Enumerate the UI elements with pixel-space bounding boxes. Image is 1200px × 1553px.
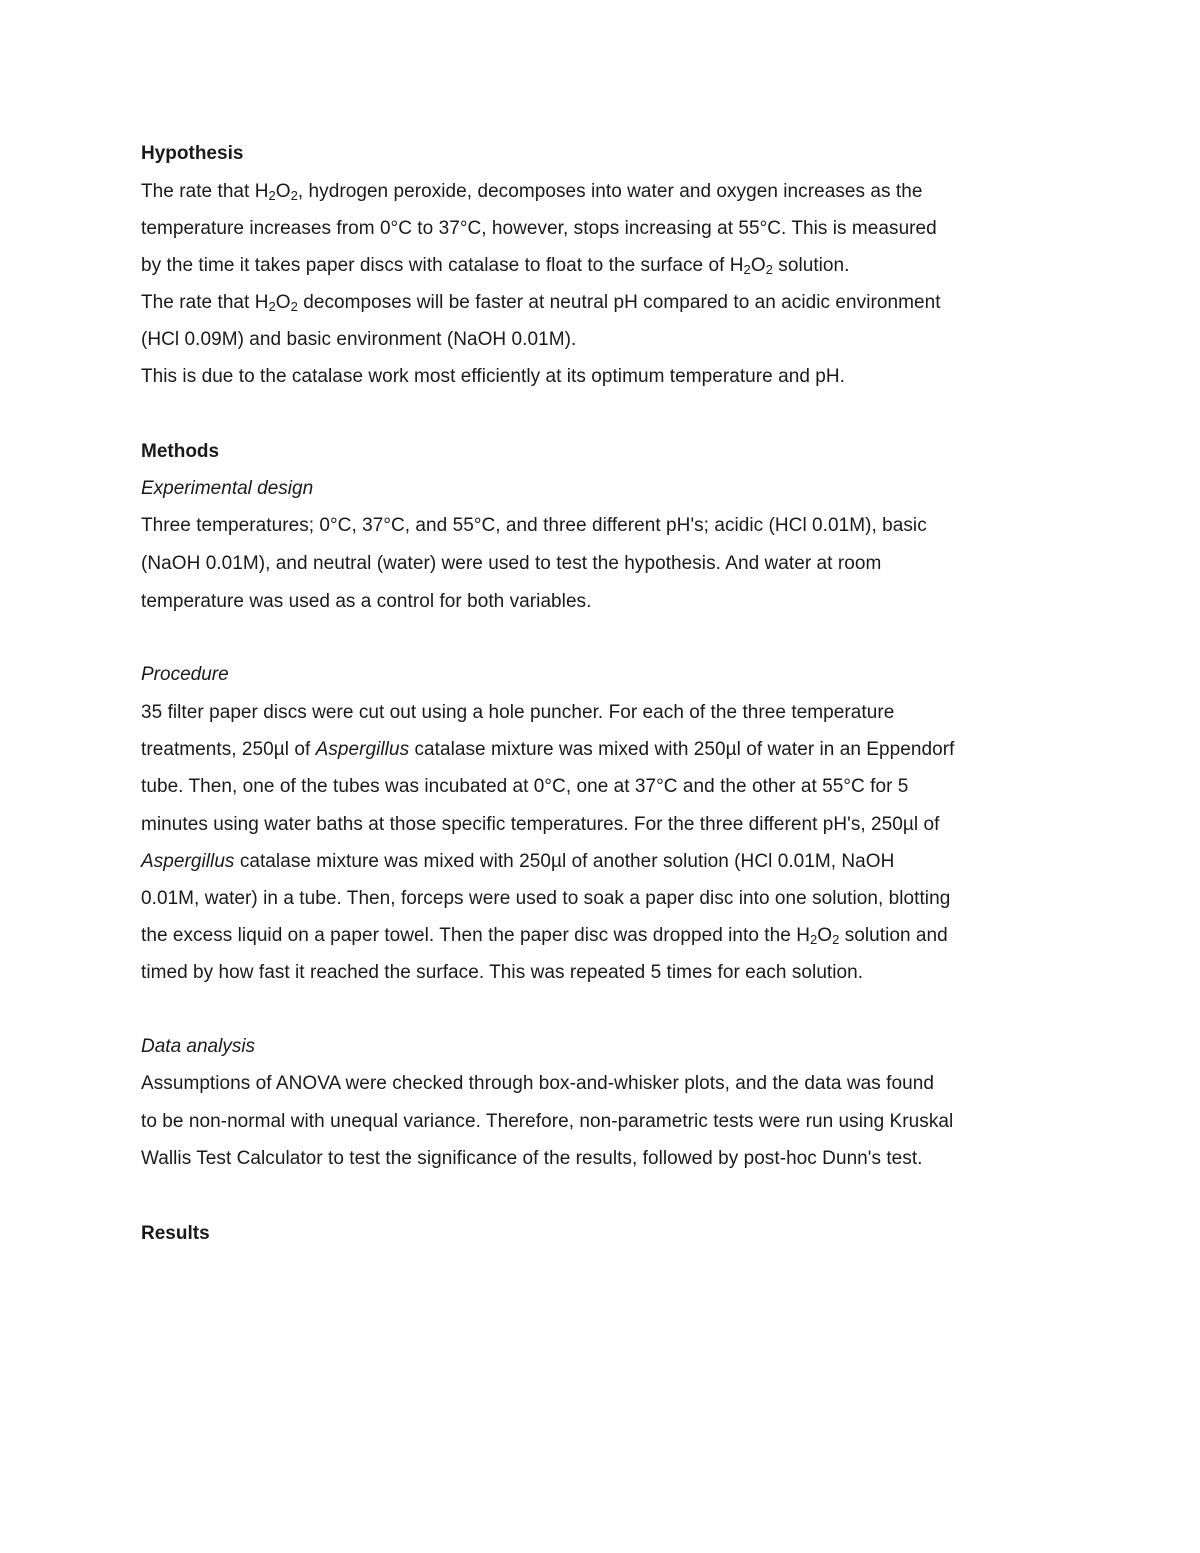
- results-heading: Results: [141, 1223, 210, 1244]
- procedure-line-2: treatments, 250µl of Aspergillus catalase mixture was mixed with 250µl of water in an Eppendorf: [141, 739, 955, 760]
- data-analysis-heading: Data analysis: [141, 1036, 256, 1057]
- methods-heading: Methods: [141, 441, 220, 462]
- procedure-line-7: the excess liquid on a paper towel. Then the paper disc was dropped into the $H_2O_2$ solution and: [141, 925, 948, 947]
- hypothesis-line-6: This is due to the catalase work most efficiently at its optimum temperature and pH.: [141, 366, 845, 387]
- procedure-line-4: minutes using water baths at those specific temperatures. For the three different pH's, 250µl of: [141, 814, 940, 835]
- procedure-line-6: 0.01M, water) in a tube. Then, forceps were used to soak a paper disc into one solution, blotting: [141, 888, 951, 909]
- analysis-line-1: Assumptions of ANOVA were checked through box-and-whisker plots, and the data was found: [141, 1073, 934, 1094]
- hypothesis-line-4: The rate that $H_2O_2$ decomposes will be faster at neutral pH compared to an acidic environment: [141, 292, 941, 314]
- design-line-1: Three temperatures; 0°C, 37°C, and 55°C, and three different pH's; acidic (HCl 0.01M), basic: [141, 515, 927, 536]
- procedure-heading: Procedure: [141, 664, 229, 685]
- analysis-line-3: Wallis Test Calculator to test the significance of the results, followed by post-hoc Dunn's test.: [141, 1148, 923, 1169]
- hypothesis-line-2: temperature increases from 0°C to 37°C, however, stops increasing at 55°C. This is measured: [141, 218, 937, 239]
- hypothesis-line-1: The rate that $H_2O_2$, hydrogen peroxide, decomposes into water and oxygen increases as the: [141, 181, 923, 203]
- procedure-line-1: 35 filter paper discs were cut out using a hole puncher. For each of the three temperature: [141, 702, 895, 723]
- design-line-2: (NaOH 0.01M), and neutral (water) were used to test the hypothesis. And water at room: [141, 553, 882, 574]
- procedure-line-3: tube. Then, one of the tubes was incubated at 0°C, one at 37°C and the other at 55°C for 5: [141, 776, 909, 797]
- procedure-line-5: Aspergillus catalase mixture was mixed with 250µl of another solution (HCl 0.01M, NaOH: [141, 851, 895, 872]
- hypothesis-line-5: (HCl 0.09M) and basic environment (NaOH 0.01M).: [141, 329, 577, 350]
- hypothesis-heading: Hypothesis: [141, 143, 244, 164]
- procedure-line-8: timed by how fast it reached the surface. This was repeated 5 times for each solution.: [141, 962, 864, 983]
- experimental-design-heading: Experimental design: [141, 478, 314, 499]
- analysis-line-2: to be non-normal with unequal variance. Therefore, non-parametric tests were run using Kruskal: [141, 1111, 954, 1132]
- hypothesis-line-3: by the time it takes paper discs with catalase to float to the surface of $H_2O_2$ solution.: [141, 255, 850, 277]
- design-line-3: temperature was used as a control for both variables.: [141, 591, 592, 612]
